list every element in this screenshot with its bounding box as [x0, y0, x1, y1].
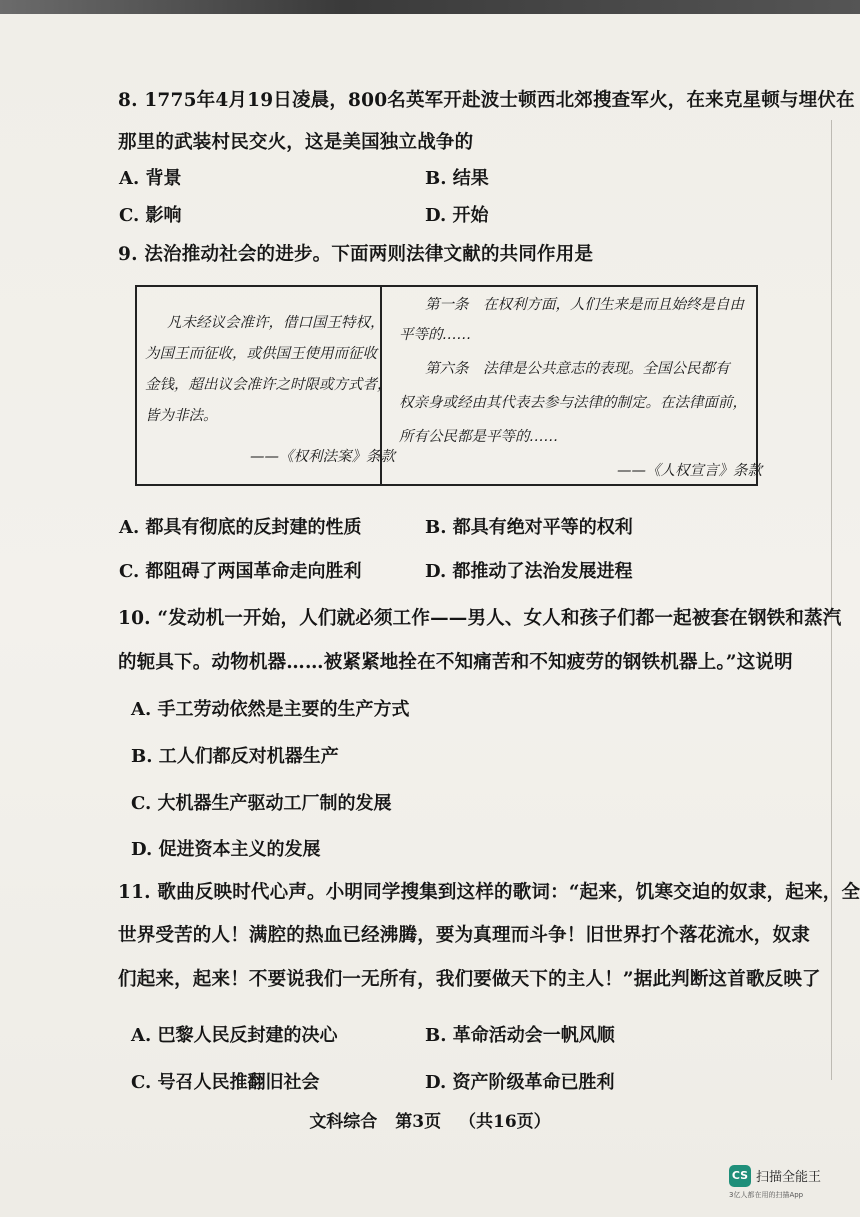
q8-option-a: A. 背景 [119, 168, 182, 189]
bill-of-rights-line4: 皆为非法。 [145, 408, 218, 424]
footer-subject: 文科综合 [309, 1112, 378, 1132]
camscanner-logo-icon: CS [729, 1165, 751, 1187]
margin-line [831, 120, 832, 1080]
q9-option-d: D. 都推动了法治发展进程 [425, 561, 633, 582]
footer-page-number: 第3页 [395, 1112, 442, 1132]
rights-of-man-line5: 所有公民都是平等的…… [399, 429, 559, 445]
footer-total-pages: （共16页） [459, 1112, 551, 1132]
q11-option-b: B. 革命活动会一帆风顺 [425, 1025, 615, 1046]
rights-of-man-line1: 第一条 在权利方面，人们生来是而且始终是自由 [425, 297, 744, 313]
q8-option-b: B. 结果 [425, 168, 489, 189]
q11-stem-line3: 们起来，起来！不要说我们一无所有，我们要做天下的主人！”据此判断这首歌反映了 [118, 969, 821, 990]
q11-stem-line2: 世界受苦的人！满腔的热血已经沸腾，要为真理而斗争！旧世界打个落花流水，奴隶 [118, 925, 810, 946]
bill-of-rights-line2: 为国王而征收，或供国王使用而征收 [145, 346, 377, 362]
q9-option-b: B. 都具有绝对平等的权利 [425, 517, 633, 538]
q10-option-b: B. 工人们都反对机器生产 [131, 746, 339, 767]
page-footer [0, 1107, 860, 1132]
q9-option-c: C. 都阻碍了两国革命走向胜利 [119, 561, 362, 582]
q10-stem-line2: 的轭具下。动物机器……被紧紧地拴在不知痛苦和不知疲劳的钢铁机器上。”这说明 [118, 652, 793, 673]
rights-of-man-line3: 第六条 法律是公共意志的表现。全国公民都有 [425, 361, 730, 377]
bill-of-rights-line3: 金钱，超出议会准许之时限或方式者， [145, 377, 392, 393]
q8-stem-line2: 那里的武装村民交火，这是美国独立战争的 [118, 132, 474, 153]
q8-option-c: C. 影响 [119, 205, 182, 226]
q9-stem: 9. 法治推动社会的进步。下面两则法律文献的共同作用是 [118, 244, 594, 265]
watermark-app-name: 扫描全能王 [756, 1170, 822, 1185]
q8-option-d: D. 开始 [425, 205, 489, 226]
q8-stem-line1: 8. 1775年4月19日凌晨，800名英军开赴波士顿西北郊搜查军火，在来克星顿与埋伏在 [118, 90, 855, 111]
q11-option-c: C. 号召人民推翻旧社会 [131, 1072, 320, 1093]
q11-option-d: D. 资产阶级革命已胜利 [425, 1072, 615, 1093]
scan-edge [0, 0, 860, 14]
q10-option-c: C. 大机器生产驱动工厂制的发展 [131, 793, 392, 814]
q10-stem-line1: 10. “发动机一开始，人们就必须工作——男人、女人和孩子们都一起被套在钢铁和蒸汽 [118, 608, 842, 629]
bill-of-rights-source: ——《权利法案》条款 [250, 449, 395, 465]
q10-option-a: A. 手工劳动依然是主要的生产方式 [131, 699, 410, 720]
bill-of-rights-line1: 凡未经议会准许，借口国王特权， [167, 315, 385, 331]
q11-stem-line1: 11. 歌曲反映时代心声。小明同学搜集到这样的歌词：“起来，饥寒交迫的奴隶，起来，全 [118, 882, 860, 903]
rights-of-man-source: ——《人权宣言》条款 [617, 463, 762, 479]
q9-option-a: A. 都具有彻底的反封建的性质 [119, 517, 362, 538]
q11-option-a: A. 巴黎人民反封建的决心 [131, 1025, 338, 1046]
rights-of-man-line4: 权亲身或经由其代表去参与法律的制定。在法律面前， [399, 395, 747, 411]
rights-of-man-line2: 平等的…… [399, 327, 472, 343]
q10-option-d: D. 促进资本主义的发展 [131, 839, 321, 860]
watermark-tagline: 3亿人都在用的扫描App [729, 1191, 804, 1199]
q9-documents-table [135, 285, 762, 486]
